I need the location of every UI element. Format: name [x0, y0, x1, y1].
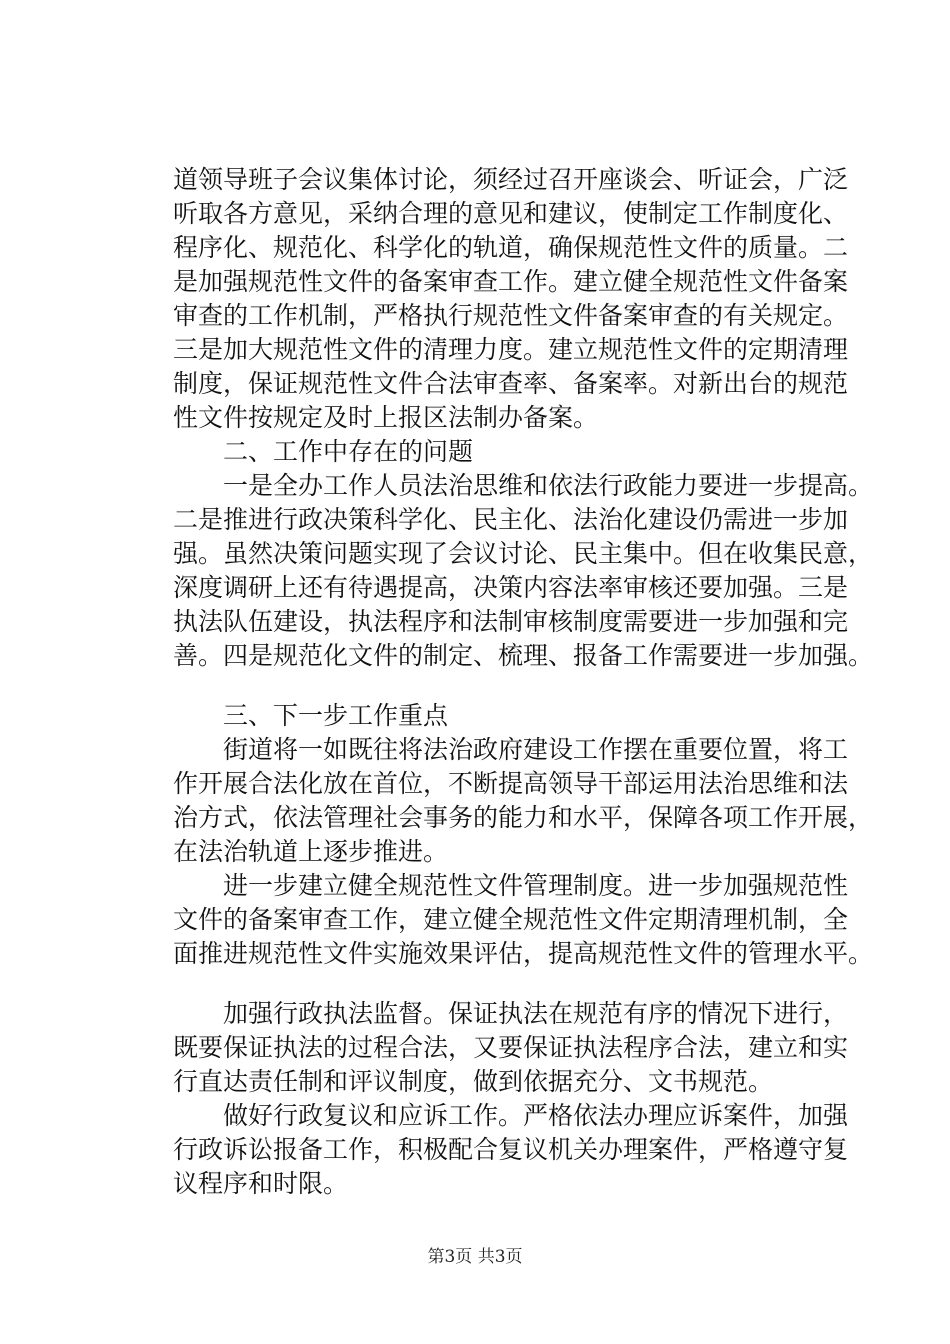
text-line: 审查的工作机制，严格执行规范性文件备案审查的有关规定。: [173, 301, 849, 330]
text-line: 善。四是规范化文件的制定、梳理、报备工作需要进一步加强。: [173, 641, 874, 670]
text-line: 面推进规范性文件实施效果评估，提高规范性文件的管理水平。: [173, 939, 874, 968]
text-line: 街道将一如既往将法治政府建设工作摆在重要位置，将工: [173, 735, 849, 764]
text-line: 在法治轨道上逐步推进。: [173, 837, 449, 866]
text-line: 文件的备案审查工作，建立健全规范性文件定期清理机制，全: [173, 905, 849, 934]
text-line: 一是全办工作人员法治思维和依法行政能力要进一步提高。: [173, 471, 874, 500]
text-line: 加强行政执法监督。保证执法在规范有序的情况下进行，: [173, 999, 849, 1028]
text-line: 进一步建立健全规范性文件管理制度。进一步加强规范性: [173, 871, 849, 900]
text-line: 程序化、规范化、科学化的轨道，确保规范性文件的质量。二: [173, 233, 849, 262]
text-line: 听取各方意见，采纳合理的意见和建议，使制定工作制度化、: [173, 199, 849, 228]
text-line: 性文件按规定及时上报区法制办备案。: [173, 403, 599, 432]
text-line: 道领导班子会议集体讨论，须经过召开座谈会、听证会，广泛: [173, 165, 849, 194]
text-line: 是加强规范性文件的备案审查工作。建立健全规范性文件备案: [173, 267, 849, 296]
section-heading: 三、下一步工作重点: [173, 701, 449, 730]
text-line: 制度，保证规范性文件合法审查率、备案率。对新出台的规范: [173, 369, 849, 398]
section-heading: 二、工作中存在的问题: [173, 437, 474, 466]
text-line: 执法队伍建设，执法程序和法制审核制度需要进一步加强和完: [173, 607, 849, 636]
text-line: 既要保证执法的过程合法，又要保证执法程序合法，建立和实: [173, 1033, 849, 1062]
text-line: 做好行政复议和应诉工作。严格依法办理应诉案件，加强: [173, 1101, 849, 1130]
text-line: 议程序和时限。: [173, 1169, 349, 1198]
text-line: 行直达责任制和评议制度，做到依据充分、文书规范。: [173, 1067, 774, 1096]
text-line: 二是推进行政决策科学化、民主化、法治化建设仍需进一步加: [173, 505, 849, 534]
text-line: 行政诉讼报备工作，积极配合复议机关办理案件，严格遵守复: [173, 1135, 849, 1164]
text-line: 三是加大规范性文件的清理力度。建立规范性文件的定期清理: [173, 335, 849, 364]
text-line: 作开展合法化放在首位，不断提高领导干部运用法治思维和法: [173, 769, 849, 798]
text-line: 深度调研上还有待遇提高，决策内容法率审核还要加强。三是: [173, 573, 849, 602]
page-number-footer: 第3页 共3页: [427, 1247, 523, 1267]
text-line: 强。虽然决策问题实现了会议讨论、民主集中。但在收集民意，: [173, 539, 874, 568]
text-line: 治方式，依法管理社会事务的能力和水平，保障各项工作开展，: [173, 803, 874, 832]
